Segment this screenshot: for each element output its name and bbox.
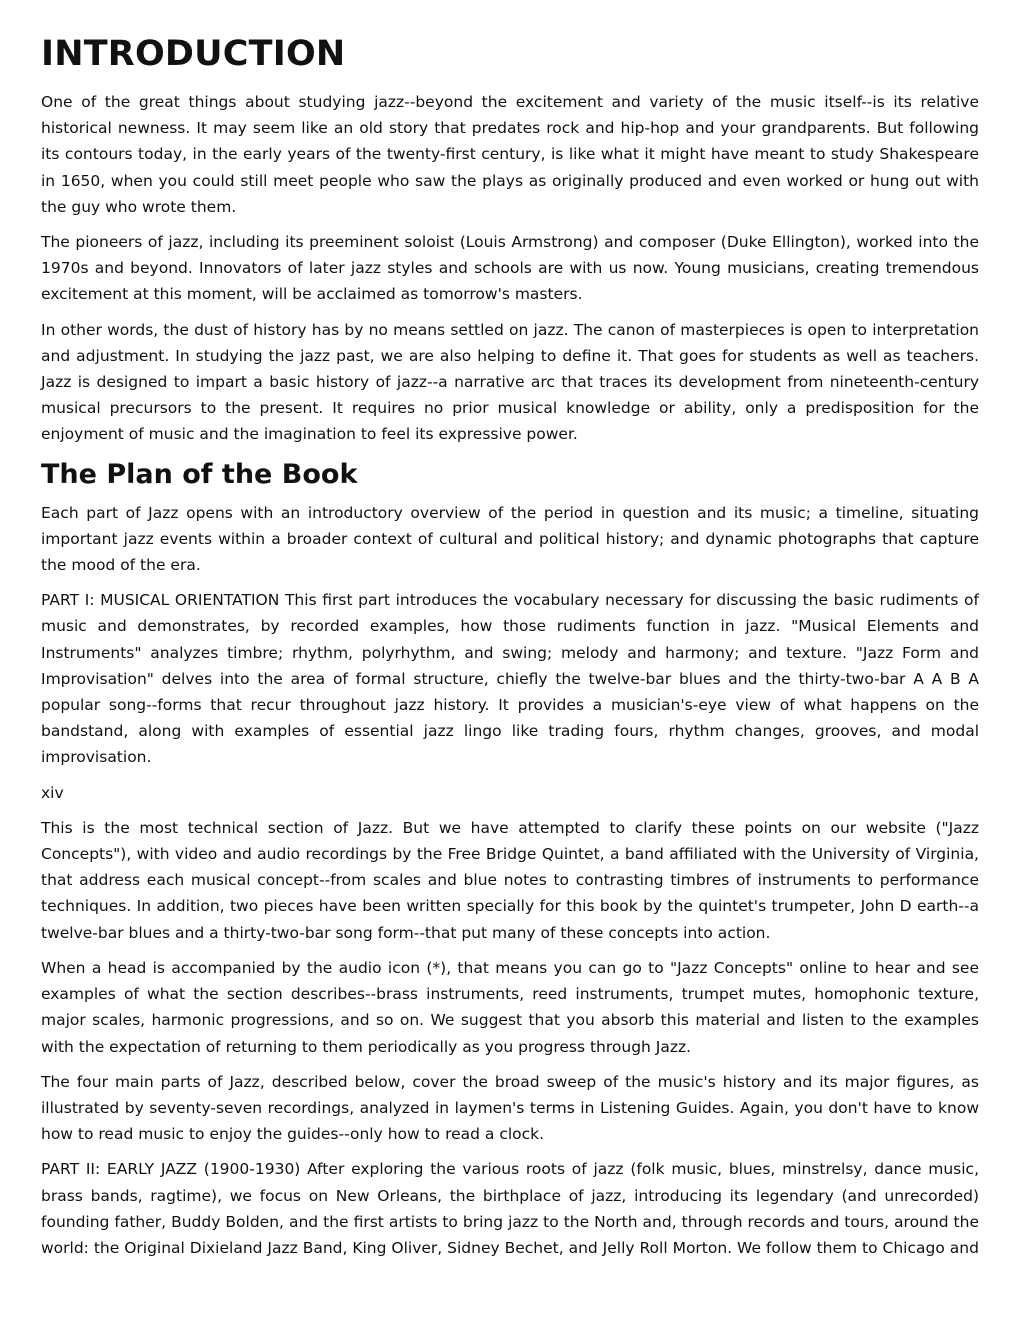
body-paragraph-3: The four main parts of Jazz, described below, cover the broad sweep of the music's history and its major figures, as illustrated by seventy-seven recordings, analyzed in laymen's terms in Listening Guides. Again, you don't have to know how to read music to enjoy the guides--only how to read a clock. — [41, 1072, 979, 1144]
intro-paragraph-3: In other words, the dust of history has by no means settled on jazz. The canon of masterpieces is open to interpretation and adjustment. In studying the jazz past, we are also helping to define it. That goes for students as well as teachers. Jazz is designed to impart a basic history of jazz--a narrative arc that traces its development from nineteenth-century musical precursors to the present. It requires no prior musical knowledge or ability, only a predisposition for the enjoyment of music and the imagination to feel its expressive power. — [41, 320, 979, 444]
body-paragraph-1: This is the most technical section of Jazz. But we have attempted to clarify these points on our website ("Jazz Concepts"), with video and audio recordings by the Free Bridge Quintet, a band affiliated with the University of Virginia, that address each musical concept--from scales and blue notes to contrasting timbres of instruments to performance techniques. In addition, two pieces have been written specially for this book by the quintet's trumpeter, John D earth--a twelve-bar blues and a thirty-two-bar song form--that put many of these concepts into action. — [41, 818, 979, 942]
page-number: xiv — [41, 783, 64, 802]
section-heading: The Plan of the Book — [41, 458, 358, 490]
intro-paragraph-1: One of the great things about studying jazz--beyond the excitement and variety of the music itself--is its relative historical newness. It may seem like an old story that predates rock and hip-hop and your grandparents. But following its contours today, in the early years of the twenty-first century, is like what it might have meant to study Shakespeare in 1650, when you could still meet people who saw the plays as originally produced and even worked or hung out with the guy who wrote them. — [41, 93, 979, 216]
intro-paragraph-2: The pioneers of jazz, including its preeminent soloist (Louis Armstrong) and composer (Duke Ellington), worked into the 1970s and beyond. Innovators of later jazz styles and schools are with us now. Young musicians, creating tremendous excitement at this moment, will be acclaimed as tomorrow's masters. — [41, 233, 979, 304]
plan-paragraph-1: Each part of Jazz opens with an introductory overview of the period in question and its music; a timeline, situating important jazz events within a broader context of cultural and political history; and dynamic photographs that capture the mood of the era. — [41, 503, 979, 575]
body-paragraph-4: PART II: EARLY JAZZ (1900-1930) After exploring the various roots of jazz (folk music, blues, minstrelsy, dance music, brass bands, ragtime), we focus on New Orleans, the birthplace of jazz, introducing its legendary (and unrecorded) founding father, Buddy Bolden, and the first artists to bring jazz to the North and, through records and tours, around the world: the Original Dixieland Jazz Band, King Oliver, Sidney Bechet, and Jelly Roll Morton. We follow them to Chicago and — [41, 1160, 979, 1257]
body-paragraph-2: When a head is accompanied by the audio icon (*), that means you can go to "Jazz Concepts" online to hear and see examples of what the section describes--brass instruments, reed instruments, trumpet mutes, homophonic texture, major scales, harmonic progressions, and so on. We suggest that you absorb this material and listen to the examples with the expectation of returning to them periodically as you progress through Jazz. — [41, 958, 979, 1056]
page-title: INTRODUCTION — [41, 34, 346, 74]
plan-paragraph-2: PART I: MUSICAL ORIENTATION This first part introduces the vocabulary necessary for discussing the basic rudiments of music and demonstrates, by recorded examples, how those rudiments function in jazz. "Musical Elements and Instruments" analyzes timbre; rhythm, polyrhythm, and swing; melody and harmony; and texture. "Jazz Form and Improvisation" delves into the area of formal structure, chiefly the twelve-bar blues and the thirty-two-bar A A B A popular song--forms that recur throughout jazz history. It provides a musician's-eye view of what happens on the bandstand, along with examples of essential jazz lingo like trading fours, rhythm changes, grooves, and modal improvisation. — [41, 591, 979, 767]
